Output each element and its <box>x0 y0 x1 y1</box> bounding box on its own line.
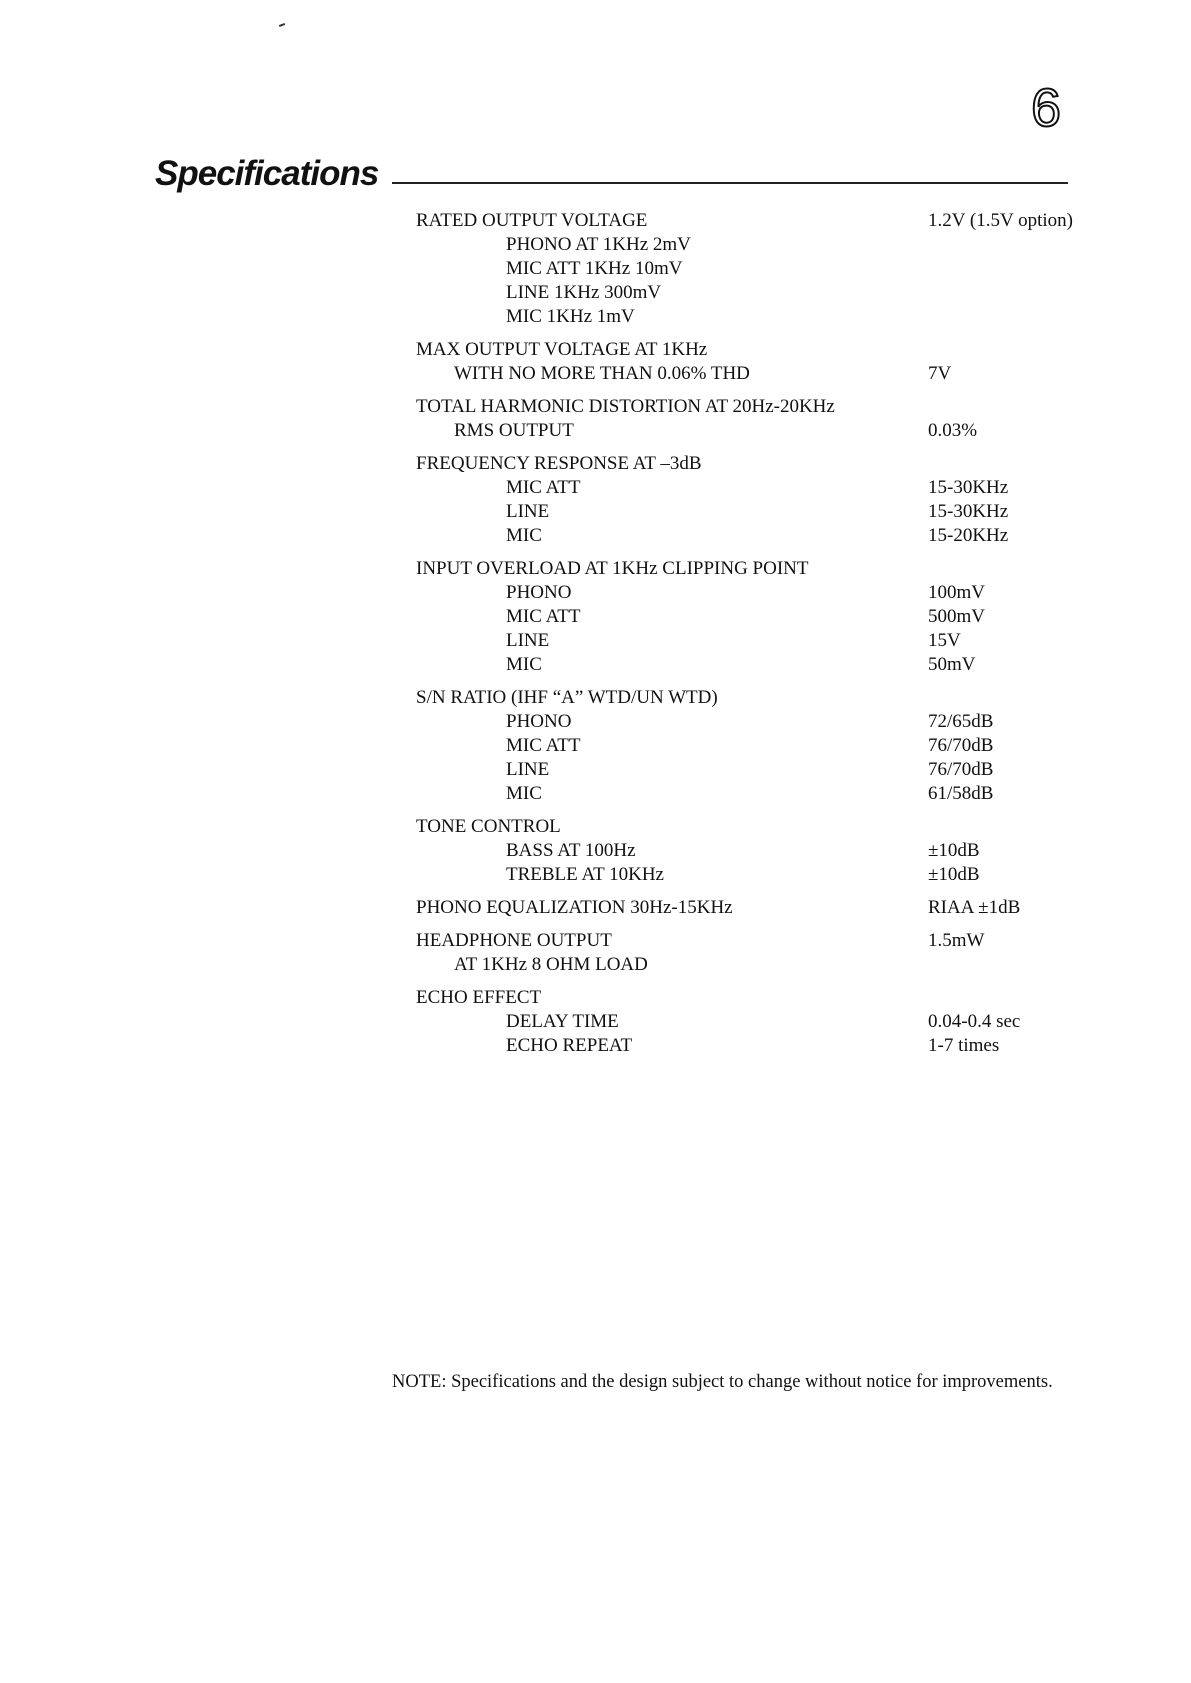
spec-value: 50mV <box>928 654 976 675</box>
page-title: Specifications <box>155 154 379 193</box>
spec-row <box>416 605 1096 629</box>
spec-label: INPUT OVERLOAD AT 1KHz CLIPPING POINT <box>416 558 809 579</box>
spec-label: TREBLE AT 10KHz <box>506 864 664 885</box>
spec-label: PHONO <box>506 711 572 732</box>
spec-row <box>416 1010 1096 1034</box>
spec-group <box>416 452 1096 548</box>
spec-row <box>416 863 1096 887</box>
spec-label: LINE <box>506 630 550 651</box>
spec-label: MIC ATT <box>506 477 581 498</box>
spec-label: ECHO EFFECT <box>416 987 542 1008</box>
spec-value: 1-7 times <box>928 1035 1000 1056</box>
spec-row <box>416 476 1096 500</box>
spec-row <box>416 758 1096 782</box>
spec-row <box>416 233 1096 257</box>
spec-label: PHONO <box>506 582 572 603</box>
spec-group <box>416 209 1096 329</box>
spec-group <box>416 929 1096 977</box>
spec-value: 0.04-0.4 sec <box>928 1011 1021 1032</box>
spec-row <box>416 629 1096 653</box>
spec-group <box>416 338 1096 386</box>
spec-row <box>416 257 1096 281</box>
section-number: 6 <box>1030 80 1062 134</box>
spec-row <box>416 839 1096 863</box>
spec-label: RMS OUTPUT <box>454 420 574 441</box>
spec-row <box>416 452 1096 476</box>
spec-row <box>416 929 1096 953</box>
spec-row <box>416 281 1096 305</box>
spec-label: MIC 1KHz 1mV <box>506 306 635 327</box>
spec-row <box>416 782 1096 806</box>
spec-row <box>416 953 1096 977</box>
spec-value: 100mV <box>928 582 985 603</box>
spec-label: MIC ATT <box>506 606 581 627</box>
spec-label: LINE 1KHz 300mV <box>506 282 662 303</box>
spec-row <box>416 896 1096 920</box>
spec-label: DELAY TIME <box>506 1011 619 1032</box>
spec-value: RIAA ±1dB <box>928 897 1021 918</box>
spec-group <box>416 815 1096 887</box>
footnote: NOTE: Specifications and the design subject to change without notice for improvements. <box>392 1372 1053 1392</box>
spec-label: MIC <box>506 525 542 546</box>
spec-value: 72/65dB <box>928 711 994 732</box>
spec-group <box>416 896 1096 920</box>
spec-value: 76/70dB <box>928 735 994 756</box>
spec-row <box>416 710 1096 734</box>
spec-value: ±10dB <box>928 864 980 885</box>
spec-label: LINE <box>506 759 550 780</box>
spec-row <box>416 362 1096 386</box>
spec-row <box>416 338 1096 362</box>
spec-label: PHONO EQUALIZATION 30Hz-15KHz <box>416 897 733 918</box>
spec-label: MIC <box>506 783 542 804</box>
spec-row <box>416 581 1096 605</box>
spec-value: 15-30KHz <box>928 501 1009 522</box>
spec-value: 1.5mW <box>928 930 985 951</box>
spec-row <box>416 653 1096 677</box>
spec-group <box>416 557 1096 677</box>
spec-row <box>416 815 1096 839</box>
spec-row <box>416 305 1096 329</box>
spec-row <box>416 395 1096 419</box>
spec-label: TOTAL HARMONIC DISTORTION AT 20Hz-20KHz <box>416 396 835 417</box>
section-number-badge <box>1023 80 1069 134</box>
spec-label: WITH NO MORE THAN 0.06% THD <box>454 363 750 384</box>
spec-row <box>416 419 1096 443</box>
spec-value: 0.03% <box>928 420 978 441</box>
spec-label: LINE <box>506 501 550 522</box>
spec-row <box>416 734 1096 758</box>
scan-mark <box>279 23 285 27</box>
spec-label: HEADPHONE OUTPUT <box>416 930 612 951</box>
spec-row <box>416 209 1096 233</box>
spec-group <box>416 395 1096 443</box>
spec-value: 15-20KHz <box>928 525 1009 546</box>
spec-group <box>416 986 1096 1058</box>
spec-label: ECHO REPEAT <box>506 1035 633 1056</box>
spec-value: 76/70dB <box>928 759 994 780</box>
outlined-number-icon <box>1023 80 1069 134</box>
spec-value: 1.2V (1.5V option) <box>928 210 1073 231</box>
spec-value: 15V <box>928 630 961 651</box>
spec-label: MIC ATT <box>506 735 581 756</box>
spec-label: TONE CONTROL <box>416 816 561 837</box>
title-rule <box>392 182 1068 184</box>
spec-row <box>416 686 1096 710</box>
spec-group <box>416 686 1096 806</box>
spec-label: RATED OUTPUT VOLTAGE <box>416 210 648 231</box>
spec-label: BASS AT 100Hz <box>506 840 636 861</box>
spec-row <box>416 557 1096 581</box>
spec-label: MAX OUTPUT VOLTAGE AT 1KHz <box>416 339 708 360</box>
spec-row <box>416 500 1096 524</box>
spec-label: S/N RATIO (IHF “A” WTD/UN WTD) <box>416 687 718 708</box>
spec-row <box>416 524 1096 548</box>
spec-label: PHONO AT 1KHz 2mV <box>506 234 691 255</box>
spec-value: ±10dB <box>928 840 980 861</box>
spec-label: FREQUENCY RESPONSE AT –3dB <box>416 453 702 474</box>
spec-value: 500mV <box>928 606 985 627</box>
spec-row <box>416 1034 1096 1058</box>
spec-label: AT 1KHz 8 OHM LOAD <box>454 954 648 975</box>
spec-value: 15-30KHz <box>928 477 1009 498</box>
spec-value: 7V <box>928 363 952 384</box>
spec-label: MIC ATT 1KHz 10mV <box>506 258 683 279</box>
specifications-table <box>416 209 1096 1067</box>
spec-value: 61/58dB <box>928 783 994 804</box>
spec-row <box>416 986 1096 1010</box>
spec-label: MIC <box>506 654 542 675</box>
